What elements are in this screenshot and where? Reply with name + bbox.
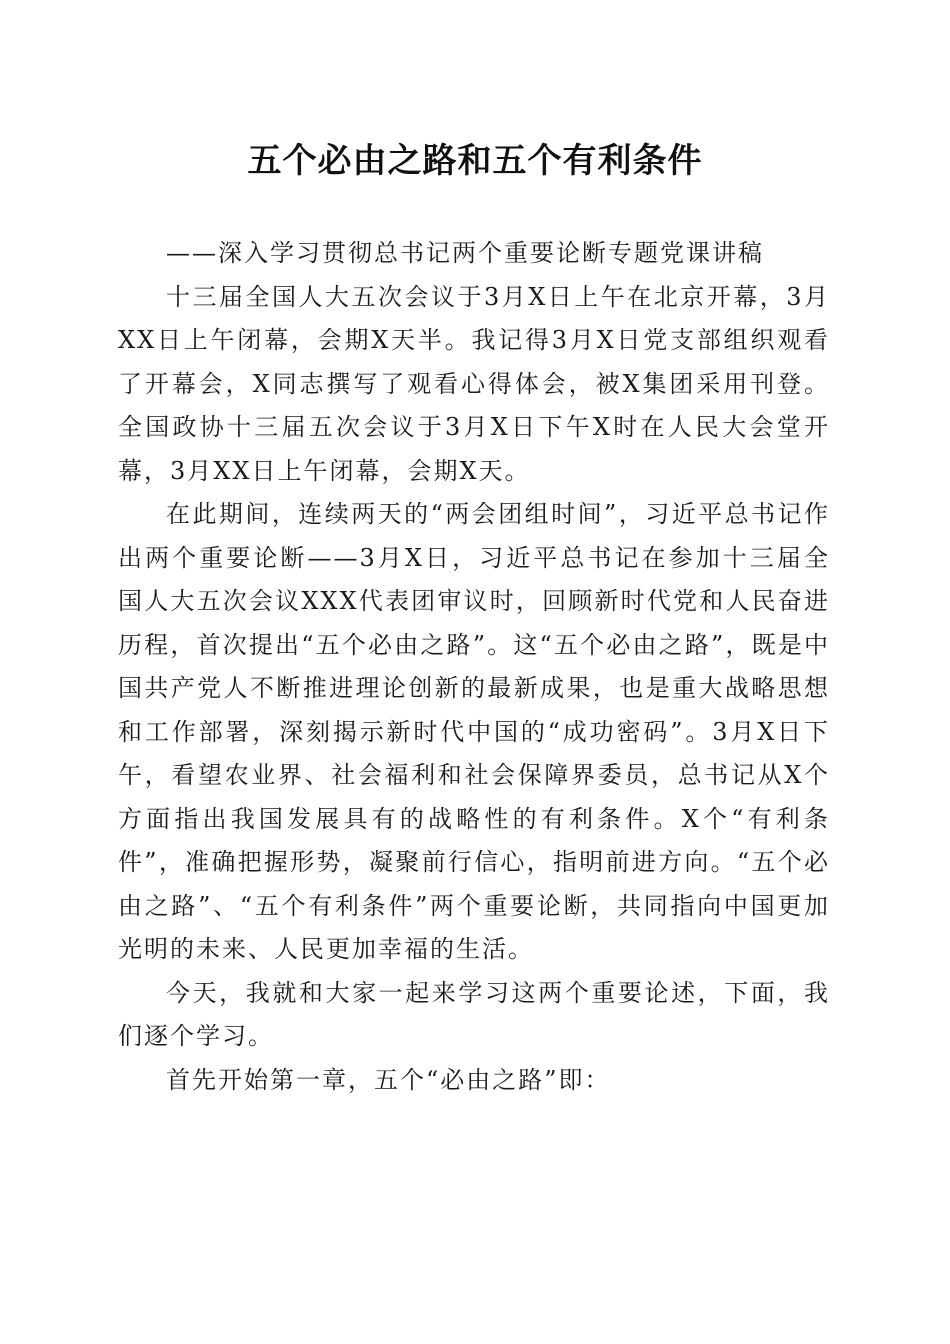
document-subtitle: ——深入学习贯彻总书记两个重要论断专题党课讲稿: [166, 239, 764, 267]
document-body: [118, 232, 830, 1102]
document-title: 五个必由之路和五个有利条件: [247, 141, 703, 181]
paragraph-chapter-one: 首先开始第一章，五个“必由之路”即：: [166, 1065, 611, 1094]
paragraph-judgments: 在此期间，连续两天的“两会团组时间”，习近平总书记作出两个重要论断——3月X日，习近平总书记在参加十三届全国人大五次会议XXX代表团审议时，回顾新时代党和人民奋进历程，首次提出“五个必由之路”。这“五个必由之路”，既是中国共产党人不断推进理论创新的最新成果，也是重大战略思想和工作部署，深刻揭示新时代中国的“成功密码”。3月X日下午，看望农业界、社会福利和社会保障界委员，总书记从X个方面指出我国发展具有的战略性的有利条件。X个“有利条件”，准确把握形势，凝聚前行信心，指明前进方向。“五个必由之路”、“五个有利条件”两个重要论断，共同指向中国更加光明的未来、人民更加幸福的生活。: [118, 500, 830, 963]
paragraph-today: 今天，我就和大家一起来学习这两个重要论述，下面，我们逐个学习。: [118, 978, 830, 1050]
paragraph-intro: 十三届全国人大五次会议于3月X日上午在北京开幕，3月XX日上午闭幕，会期X天半。我记得3月X日党支部组织观看了开幕会，X同志撰写了观看心得体会，被X集团采用刊登。全国政协十三届五次会议于3月X日下午X时在人民大会堂开幕，3月XX日上午闭幕，会期X天。: [118, 282, 830, 485]
